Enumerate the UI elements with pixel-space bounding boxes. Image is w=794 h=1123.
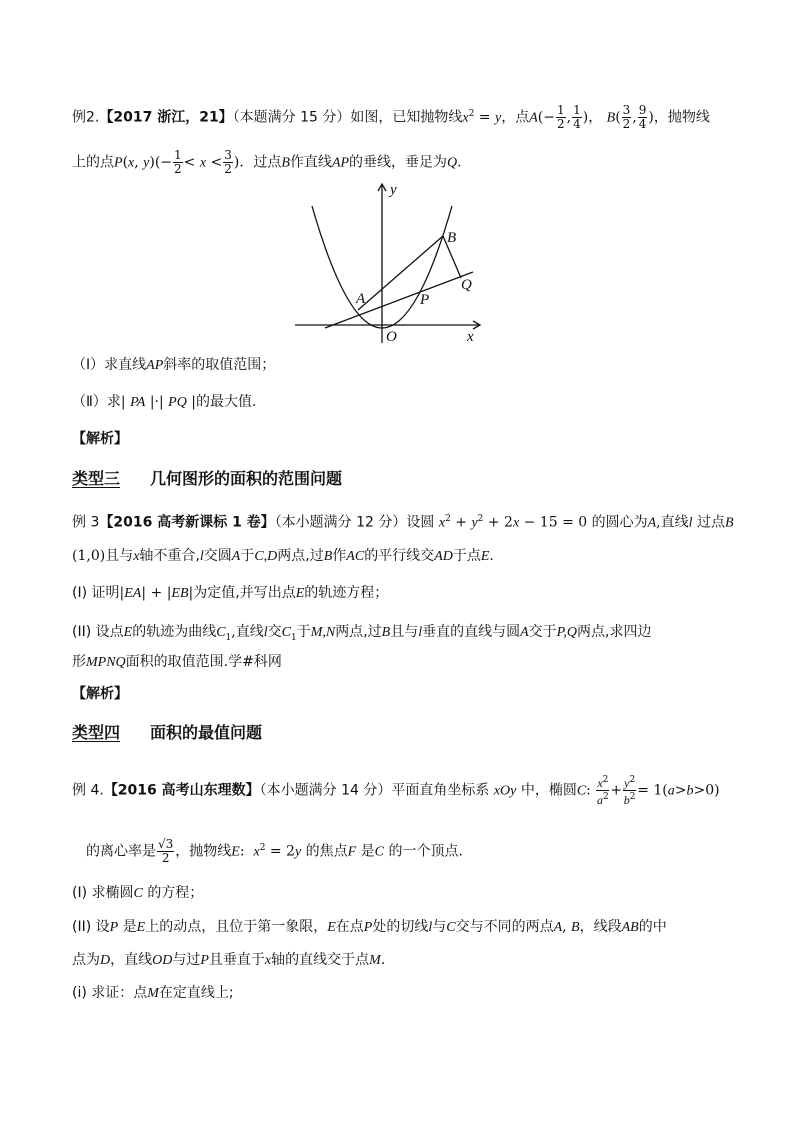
ex4-q2-line1: (II) 设P 是E上的动点，且位于第一象限，E在点P处的切线l与C交与不同的两点A, B，线段AB的中 <box>72 919 667 935</box>
ex2-line2: 上的点P(x, y)(− $\frac{1}{2}$ < x < $\frac{3}{2}$ )．过点B作直线AP的垂线，垂足为Q. <box>72 148 462 176</box>
ex3-solution-label: 【解析】 <box>72 686 128 702</box>
ex3-q1: (I) 证明|EA| + |EB|为定值,并写出点E的轨迹方程； <box>72 585 389 601</box>
y-label: y <box>390 182 397 198</box>
section-4-title: 面积的最值问题 <box>150 723 263 742</box>
parabola-figure <box>290 180 490 345</box>
ex4-qi: (i) 求证：点M在定直线上; <box>72 985 234 1001</box>
ex2-line1: 例2.【2017 浙江，21】（本题满分 15 分）如图，已知抛物线$x^2 = y$，点A(− $\frac{1}{2}$ , $\frac{1}{4}$ )， B( $\frac{3}{2}$ , $\frac{9}{4}$ )，抛物线 <box>72 103 710 132</box>
point-B-label: B <box>447 230 457 246</box>
line-AP <box>325 272 473 328</box>
ex3-label: 例 3 <box>72 514 100 531</box>
ex2-solution-label: 【解析】 <box>72 431 128 447</box>
point-A-label: A <box>356 291 366 307</box>
point-Q-label: Q <box>461 277 472 293</box>
ex4-line2: 的离心率是 $\frac{√3}{2}$ ，抛物线E: $x^2 = 2y$ 的焦点F 是C 的一个顶点. <box>86 837 463 866</box>
section-3-heading <box>72 466 342 489</box>
ex4-line1: 例 4.【2016 高考山东理数】（本小题满分 14 分）平面直角坐标系 xOy 中，椭圆C: $\frac{x^2}{a^2}$ + $\frac{y^2}{b^2}$ = 1(a>b>0) <box>72 775 720 807</box>
section-3-title: 几何图形的面积的范围问题 <box>150 469 343 488</box>
ex2-label: 例2. <box>72 109 100 126</box>
origin-label: O <box>386 329 397 345</box>
ex2-q1: （Ⅰ）求直线AP斜率的取值范围； <box>72 357 276 373</box>
section-4-heading <box>72 720 262 743</box>
ex2-q2: （Ⅱ）求| PA |·| PQ |的最大值． <box>72 394 267 410</box>
section-3-tag: 类型三 <box>72 469 121 488</box>
section-4-tag: 类型四 <box>72 723 121 742</box>
ex3-line1: 例 3【2016 高考新课标 1 卷】（本小题满分 12 分）设圆 $x^2 + y^2 + 2x - 15 = 0$ 的圆心为A,直线l 过点B <box>72 514 734 531</box>
point-P-label: P <box>420 292 430 308</box>
ex3-line2: (1,0)且与x轴不重合,l交圆A于C,D两点,过B作AC的平行线交AD于点E. <box>72 548 494 564</box>
ex4-q1: (I) 求椭圆C 的方程； <box>72 885 204 901</box>
x-label: x <box>467 329 474 345</box>
ex3-q2-line2: 形MPNQ面积的取值范围.学#科网 <box>72 654 282 670</box>
ex4-label: 例 4. <box>72 782 104 799</box>
ex3-q2-line1: (II) 设点E的轨迹为曲线$C_1$,直线l交$C_1$于M,N两点,过B且与l垂直的直线与圆A交于P,Q两点,求四边 <box>72 624 652 643</box>
ex4-q2-line2: 点为D，直线OD与过P且垂直于x轴的直线交于点M. <box>72 952 386 968</box>
